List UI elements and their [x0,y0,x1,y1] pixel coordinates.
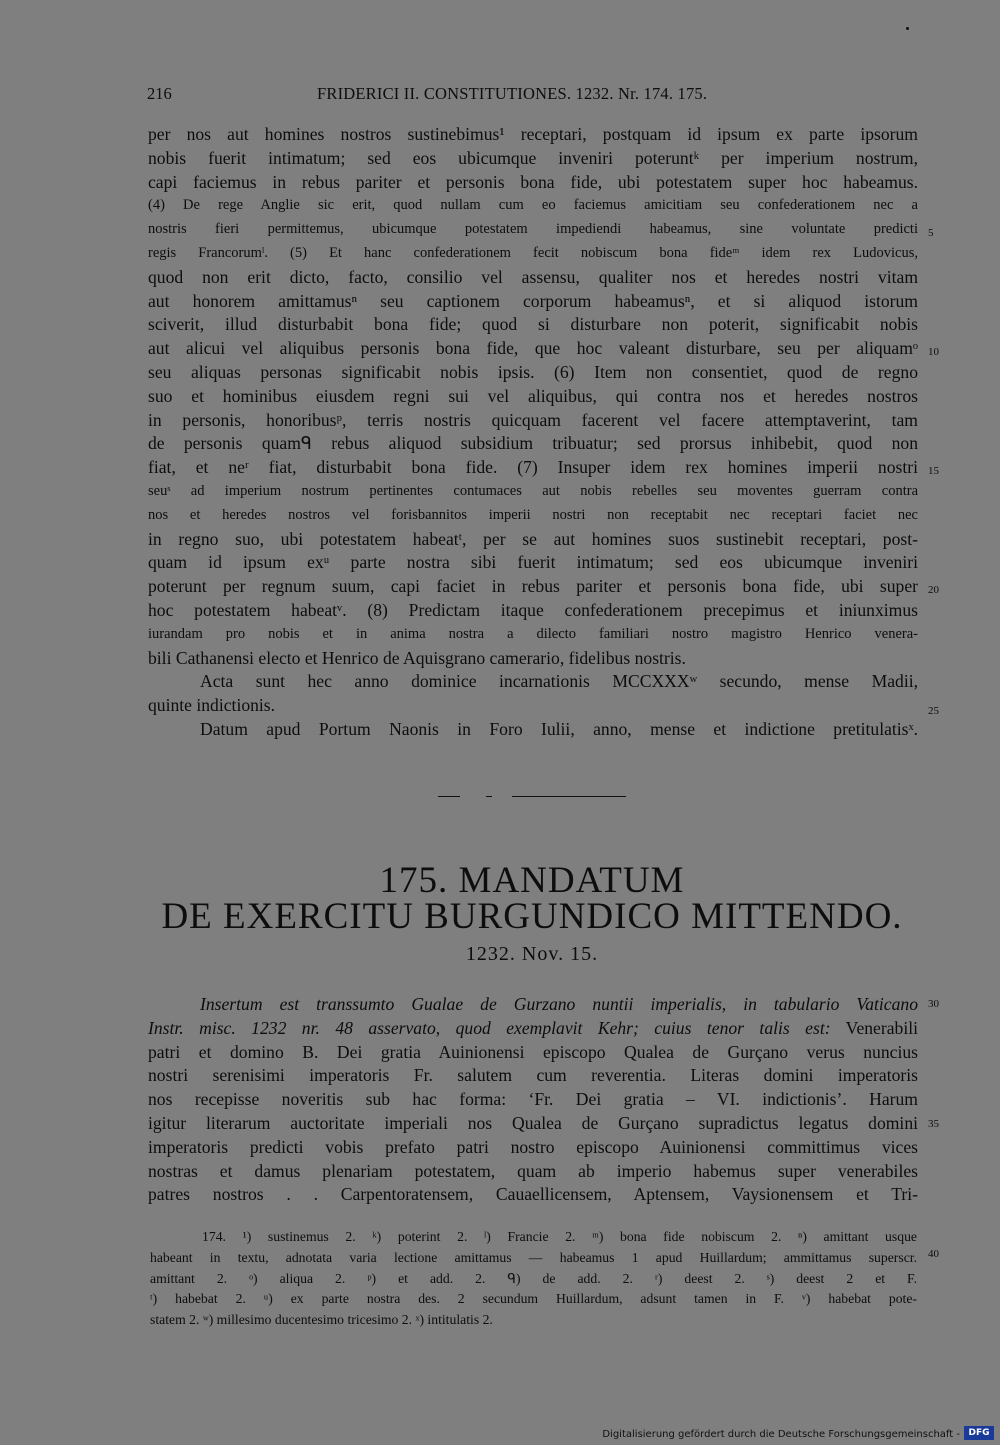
text-line: quam id ipsum exᵘ parte nostra sibi fuerit intimatum; sed eos ubicumque inveniri [148,552,918,573]
text-line: seuˢ ad imperium nostrum pertinentes contumaces aut nobis rebelles seu moventes guerram contra [148,482,918,499]
intro-line-roman: Venerabili [830,1017,918,1038]
footnote-line: statem 2. ʷ) millesimo ducentesimo tricesimo 2. ˣ) intitulatis 2. [150,1312,493,1328]
text-line: per nos aut homines nostros sustinebimus¹ receptari, postquam id ipsum ex parte ipsorum [148,124,918,144]
intro-line: Insertum est transsumto Gualae de Gurzano nuntii imperialis, in tabulario Vaticano [200,994,918,1014]
line-number: 5 [928,227,934,239]
text-line: imperatoris predicti vobis prefato patri nostro episcopo Auinionensi committimus vices [148,1136,918,1157]
text-line: suo et hominibus eiusdem regni sui vel aliquibus, qui contra nos et heredes nostros [148,385,918,406]
text-line: nos et heredes nostros vel forisbannitos imperii nostri non receptabit nec receptari faciet nec [148,506,918,523]
footnotes [150,1227,917,1331]
text-line: nobis fuerit intimatum; sed eos ubicumque inveniri poteruntᵏ per imperium nostrum, [148,147,918,168]
text-line: fiat, et neʳ fiat, disturbabit bona fide. (7) Insuper idem rex homines imperii nostri [148,457,918,478]
text-line: de personis quamᑫ rebus aliquod subsidium tribuatur; sed prorsus inhibebit, quod non [148,433,918,454]
text-line: quod non erit dicto, facto, consilio vel assensu, qualiter nos et heredes nostri vitam [148,266,918,287]
text-line: igitur literarum auctoritate imperiali nos Qualea de Gurçano supradictus legatus domini [148,1112,918,1133]
line-number: 40 [928,1248,939,1260]
page-number: 216 [147,84,172,103]
text-line: capi faciemus in rebus pariter et personis bona fide, ubi potestatem super hoc habeamus. [148,171,918,192]
line-number: 20 [928,584,939,596]
text-line: aut alicui vel aliquibus personis bona fide, que hoc valeant disturbare, seu per aliquamᵒ [148,338,918,359]
section-175-title: 175. MANDATUM [379,860,685,901]
text-line: seu aliquas personas significabit nobis ipsis. (6) Item non consentiet, quod de regno [148,361,918,382]
text-line: nos recepisse noveritis sub hac forma: ‘Fr. Dei gratia – VI. indictionis’. Harum [148,1089,918,1110]
text-line: bili Cathanensi electo et Henrico de Aquisgrano camerario, fidelibus nostris. [148,647,686,668]
text-line: poterunt per regnum suum, capi faciet in rebus pariter et personis bona fide, ubi super [148,576,918,597]
running-title: FRIDERICI II. CONSTITUTIONES. 1232. Nr. 174. 175. [317,84,708,103]
text-line: regis Francorumˡ. (5) Et hanc confederationem fecit nobiscum bona fideᵐ idem rex Ludovicus, [148,244,918,261]
section-174-body [148,123,918,742]
dfg-logo: DFG [964,1426,994,1440]
text-line: in regno suo, ubi potestatem habeatᵗ, per se aut homines suos sustinebit receptari, post- [148,528,918,549]
section-175-date: 1232. Nov. 15. [465,943,599,965]
separator-rule [512,796,626,797]
section-175-body [148,993,918,1207]
footnote-line: ᵗ) habebat 2. ᵘ) ex parte nostra des. 2 secundum Huillardum, adsunt tamen in F. ᵛ) habebat pote- [150,1291,917,1307]
text-line: aut honorem amittamusⁿ seu captionem corporum habeamusⁿ, et si aliquod istorum [148,290,918,311]
line-number: 10 [928,346,939,358]
footnote-line: habeant in textu, adnotata varia lectione amittamus — habeamus 1 apud Huillardum; ammittamus superscr. [150,1249,917,1265]
section-175-subtitle: DE EXERCITU BURGUNDICO MITTENDO. [161,896,903,937]
footnote-line: 174. ¹) sustinemus 2. ᵏ) poterint 2. ˡ) Francie 2. ᵐ) bona fide nobiscum 2. ⁿ) amittant usque [202,1229,917,1244]
datum-line: Datum apud Portum Naonis in Foro Iulii, anno, mense et indictione pretitulatisˣ. [200,718,918,739]
text-line: iurandam pro nobis et in anima nostra a dilecto familiari nostro magistro Henrico venera- [148,625,918,642]
line-number: 35 [928,1118,939,1130]
intro-line-italic: Instr. misc. 1232 nr. 48 asservato, quod exemplavit Kehr; cuius tenor talis est: [148,1017,831,1038]
text-line: patres nostros . . Carpentoratensem, Cauaellicensem, Aptensem, Vaysionensem et Tri- [148,1184,918,1205]
acta-line: quinte indictionis. [148,695,276,716]
text-line: patri et domino B. Dei gratia Auinionensi episcopo Qualea de Gurçano verus nuncius [148,1041,918,1062]
text-line: hoc potestatem habeatᵛ. (8) Predictam itaque confederationem precepimus et iniunximus [148,599,918,620]
text-line: nostri serenisimi imperatoris Fr. salutem cum reverentia. Literas domini imperatoris [148,1065,918,1086]
text-line: nostris fieri permittemus, ubicumque potestatem impediendi habeamus, sine voluntate predicti [148,221,918,238]
line-number: 30 [928,998,939,1010]
line-number: 15 [928,465,939,477]
text-line: in personis, honoribusᵖ, terris nostris quicquam facerent vel facere attemptaverint, tam [148,409,918,430]
page-mark [906,27,909,30]
funding-note: Digitalisierung gefördert durch die Deutsche Forschungsgemeinschaft - [602,1429,960,1440]
separator-rule [438,796,460,797]
line-number: 25 [928,705,939,717]
text-line: nostras et damus plenariam potestatem, quam ab imperio habemus super venerabiles [148,1160,918,1181]
separator-rule [486,796,492,797]
acta-line: Acta sunt hec anno dominice incarnationis MCCXXXʷ secundo, mense Madii, [200,671,918,692]
running-header [147,84,917,108]
text-line: (4) De rege Anglie sic erit, quod nullam cum eo faciemus amicitiam seu confederationem nec a [148,197,918,214]
text-line: sciverit, illud disturbabit bona fide; quod si disturbare non poterit, significabit nobis [148,314,918,335]
footnote-line: amittant 2. ᵒ) aliqua 2. ᵖ) et add. 2. ᑫ) de add. 2. ʳ) deest 2. ˢ) deest 2 et F. [150,1270,917,1286]
